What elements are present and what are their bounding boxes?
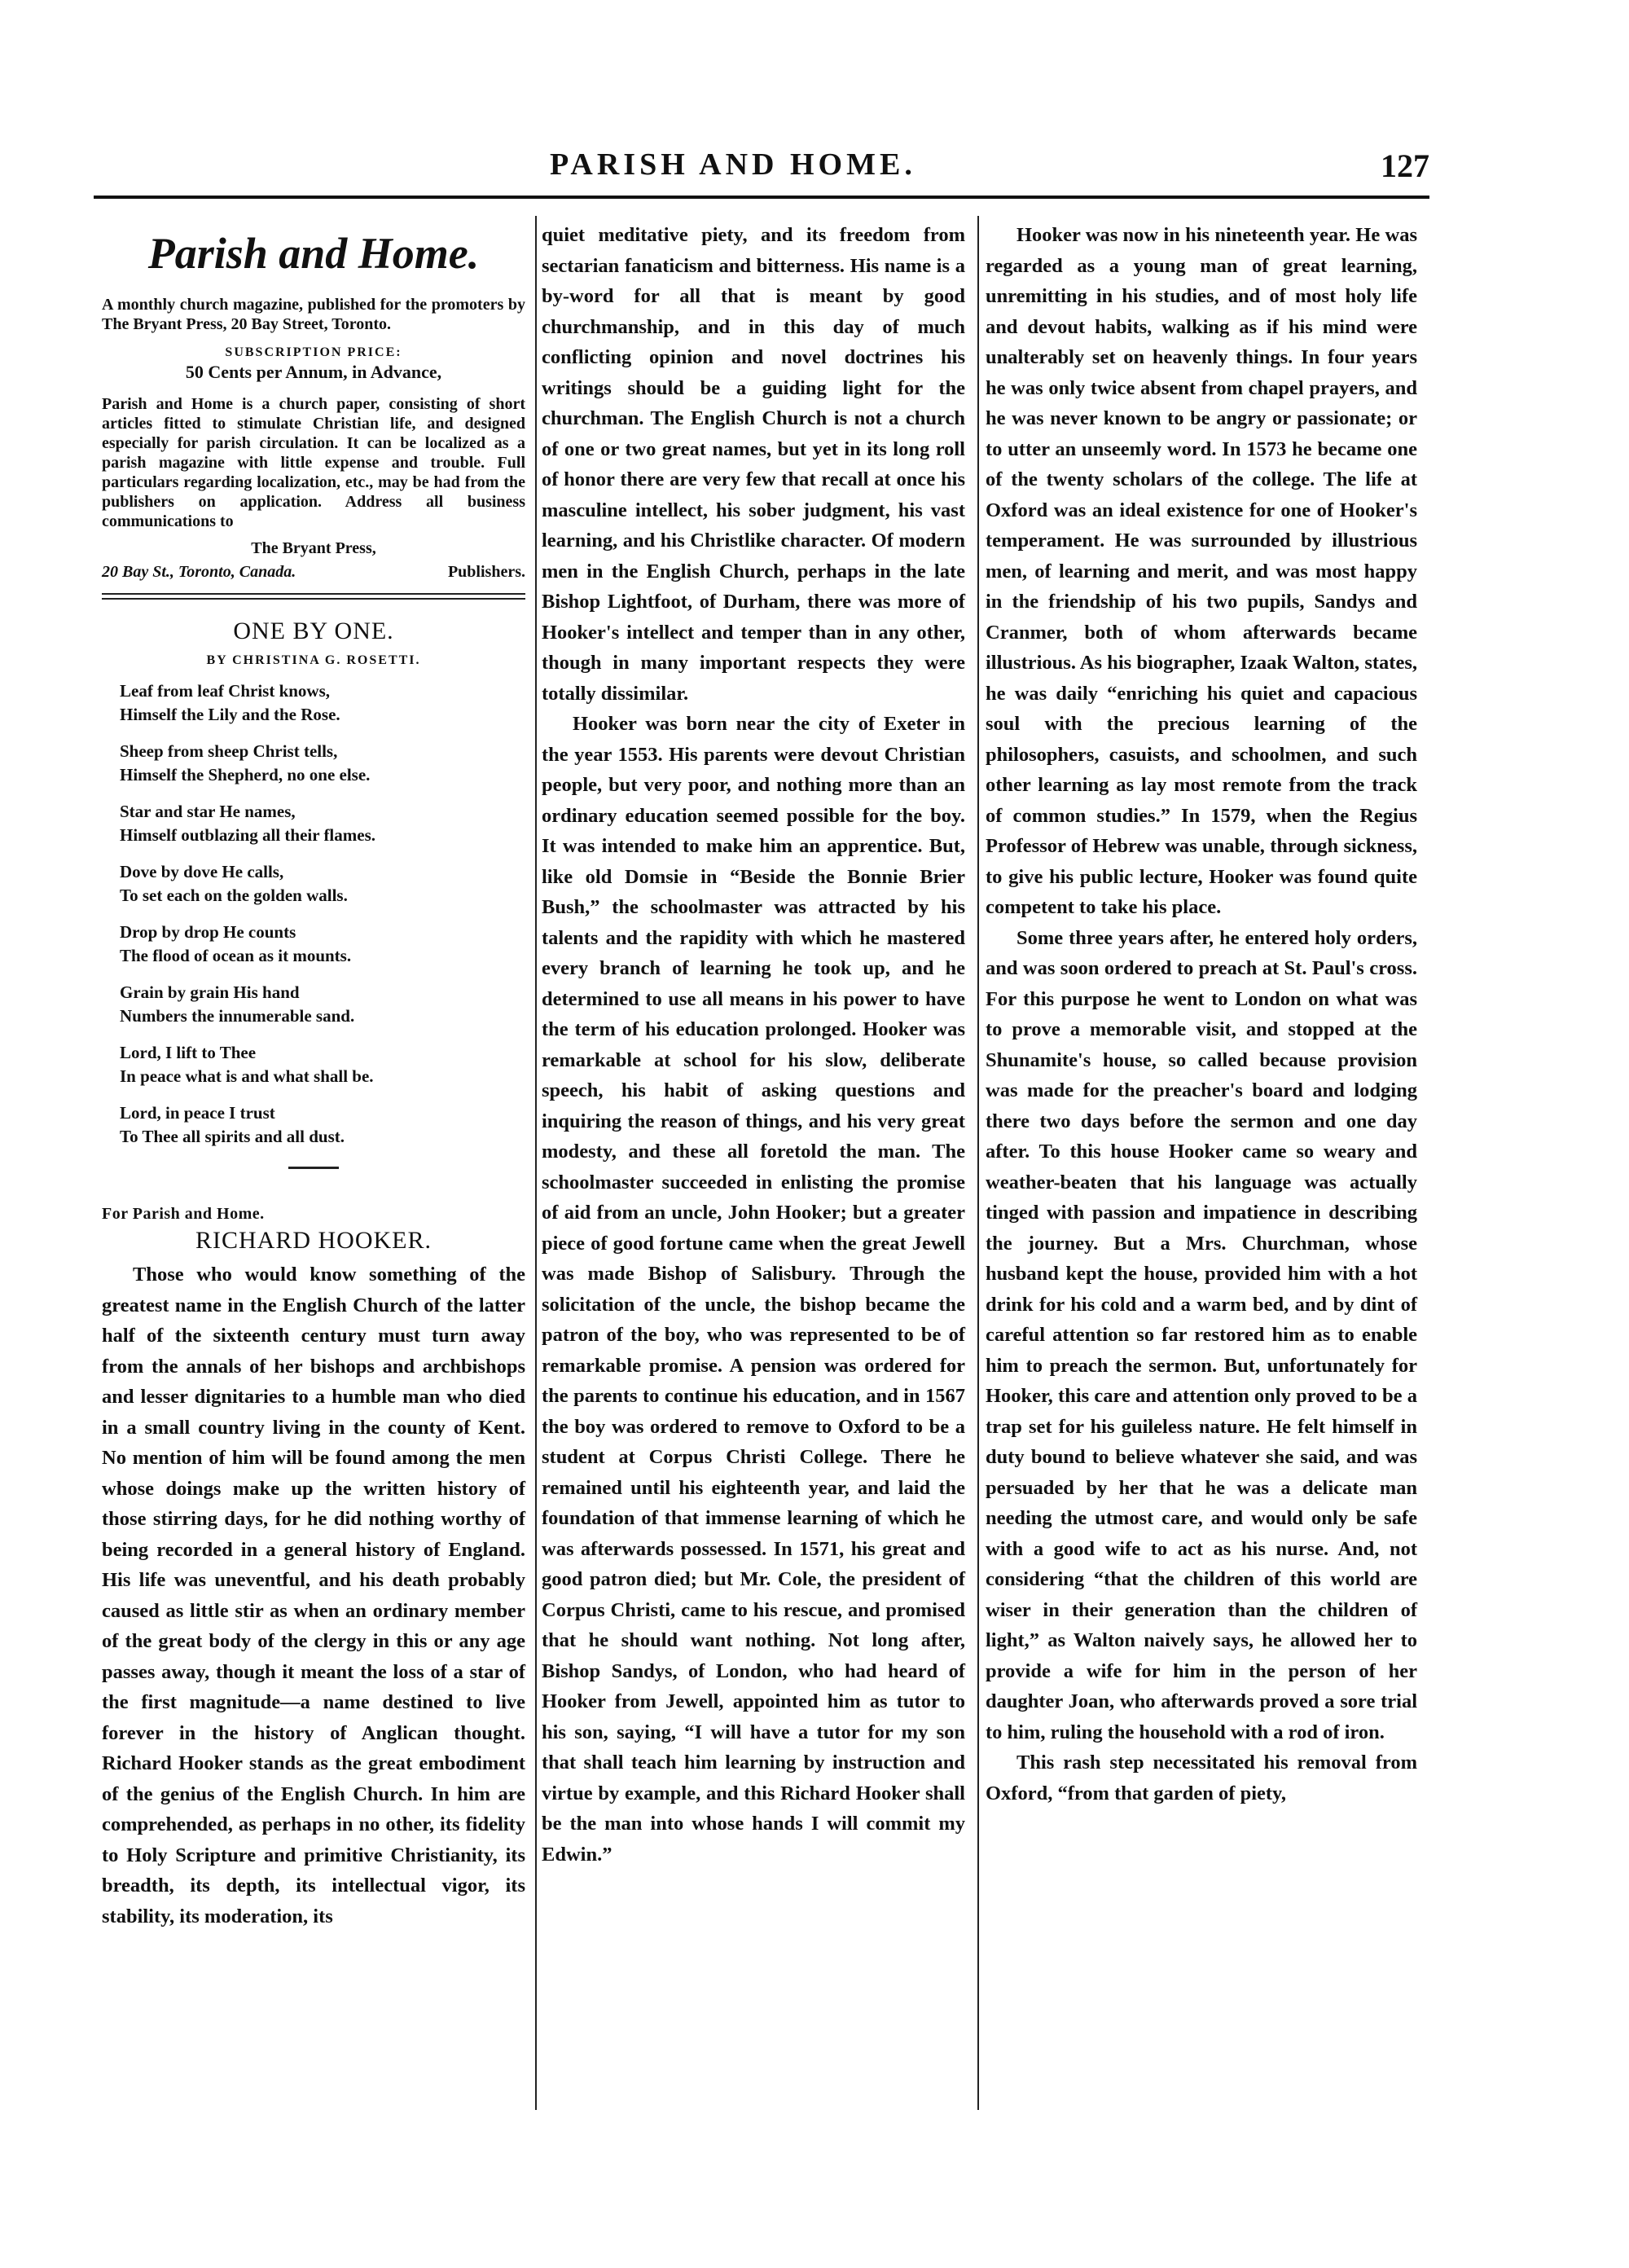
poem-line: Numbers the innumerable sand. xyxy=(120,1006,355,1026)
poem-stanza xyxy=(120,1101,525,1149)
running-title: PARISH AND HOME. xyxy=(550,147,916,182)
poem-line: Lord, in peace I trust xyxy=(120,1103,275,1123)
poem-line: Sheep from sheep Christ tells, xyxy=(120,741,338,761)
poem-body xyxy=(102,679,525,1149)
page-number: 127 xyxy=(1381,147,1429,184)
article-for-line: For Parish and Home. xyxy=(102,1205,265,1223)
poem-line: Himself the Lily and the Rose. xyxy=(120,705,340,724)
article-paragraph: Some three years after, he entered holy orders, and was soon ordered to preach at St. Paul's cross. For this purpose he went to London on what was to prove a memorable visit, and stopped at the Shunamite's house, so called because provision was made for the preacher's board and lodging there two days before the sermon and one day after. To this house Hooker came so weary and weather-beaten that his language was actually tinged with passion and impatience in describing the journey. But a Mrs. Churchman, whose husband kept the house, provided him with a hot drink for his cold and a warm bed, and by dint of careful attention so far restored him as to enable him to preach the sermon. But, unfortunately for Hooker, this care and attention only proved to be a trap set for his guileless nature. He felt himself in duty bound to believe whatever she said, and was persuaded by her that he was a delicate man needing the utmost care, and would only be safe with a good wife to act as his nurse. And, not considering “that the children of this world are wiser in their generation than the children of light,” as Walton naively says, he allowed her to provide a wife for him in the person of her daughter Joan, who afterwards proved a sore trial to him, ruling the household with a rod of iron. xyxy=(986,926,1417,1743)
article-paragraph: Those who would know something of the greatest name in the English Church of the latter half of the sixteenth century must turn away from the annals of her bishops and archbishops and lesser dignitaries to a humble man who died in a small country living in the county of Kent. No mention of him will be found among the men whose doings make up the written history of those stirring days, for he did nothing worthy of being recorded in a general history of England. His life was uneventful, and his death probably caused as little stir as when an ordinary member of the great body of the clergy in this or any age passes away, though it meant the loss of a star of the first magnitude—a name destined to live forever in the history of Anglican thought. Richard Hooker stands as the great embodiment of the genius of the English Church. In him are comprehended, as perhaps in no other, its fidelity to Holy Scripture and primitive Christianity, its breadth, its depth, its intellectual vigor, its stability, its moderation, its xyxy=(102,1264,525,1927)
poem-line: Himself outblazing all their flames. xyxy=(120,825,376,845)
column-divider xyxy=(977,216,979,2110)
publisher-address-row xyxy=(102,563,525,582)
masthead-description: A monthly church magazine, published for the promoters by The Bryant Press, 20 Bay Street, Toronto. xyxy=(102,296,525,333)
masthead-title: Parish and Home. xyxy=(147,229,480,278)
poem-stanza xyxy=(120,740,525,787)
poem-line: Lord, I lift to Thee xyxy=(120,1043,257,1062)
subscription-label: SUBSCRIPTION PRICE: xyxy=(225,345,402,359)
poem-byline: BY CHRISTINA G. ROSETTI. xyxy=(206,653,421,667)
poem-line: To Thee all spirits and all dust. xyxy=(120,1127,345,1146)
publisher-name: The Bryant Press, xyxy=(251,539,376,557)
page-header xyxy=(94,147,1429,187)
article-paragraph: Hooker was born near the city of Exeter in the year 1553. His parents were devout Christian people, but very poor, and nothing more than an ordinary education seemed possible for the boy. It was intended to make him an apprentice. But, like old Domsie in “Beside the Bonnie Brier Bush,” the schoolmaster was attracted by his talents and the rapidity with which he mastered every branch of learning he took up, and he determined to use all means in his power to have the term of his education prolonged. Hooker was remarkable at school for his slow, deliberate speech, his habit of asking questions and inquiring the reason of things, and his very great modesty, and these all foretold the man. The schoolmaster succeeded in enlisting the promise of aid from an uncle, John Hooker; but a greater piece of good fortune came when the great Jewell was made Bishop of Salisbury. Through the solicitation of the uncle, the bishop became the patron of the boy, who was represented to be of remarkable promise. A pension was ordered for the parents to continue his education, and in 1567 the boy was ordered to remove to Oxford to be a student at Corpus Christi College. There he remained until his eighteenth year, and laid the foundation of that immense learning of which he was afterwards possessed. In 1571, his great and good patron died; but Mr. Cole, the president of Corpus Christi, came to his rescue, and promised that he should want nothing. Not long after, Bishop Sandys, of London, who had heard of Hooker from Jewell, appointed him as tutor to his son, saying, “I will have a tutor for my son that shall teach him learning by instruction and virtue by example, and this Richard Hooker shall be the man into whose hands I will commit my Edwin.” xyxy=(542,713,965,1866)
poem-stanza xyxy=(120,679,525,727)
poem-line: Dove by dove He calls, xyxy=(120,862,284,881)
poem-stanza xyxy=(120,921,525,968)
subscription-price: 50 Cents per Annum, in Advance, xyxy=(185,362,442,382)
poem-line: Himself the Shepherd, no one else. xyxy=(120,765,371,785)
section-rule xyxy=(288,1167,339,1169)
poem-line: Leaf from leaf Christ knows, xyxy=(120,681,331,701)
publisher-address: 20 Bay St., Toronto, Canada. xyxy=(102,563,296,581)
column-1 xyxy=(102,220,525,1932)
poem-line: Drop by drop He counts xyxy=(120,922,296,942)
poem-line: The flood of ocean as it mounts. xyxy=(120,946,352,965)
poem-stanza xyxy=(120,981,525,1028)
column-2 xyxy=(542,220,965,1870)
poem-line: Grain by grain His hand xyxy=(120,982,300,1002)
poem-stanza xyxy=(120,860,525,908)
poem-line: To set each on the golden walls. xyxy=(120,886,348,905)
poem-title: ONE BY ONE. xyxy=(233,618,394,644)
poem-stanza xyxy=(120,1041,525,1088)
section-rule xyxy=(102,593,525,600)
publishers-label: Publishers. xyxy=(447,563,525,581)
article-paragraph: Hooker was now in his nineteenth year. He was regarded as a young man of great learning, unremitting in his studies, and of most holy life and devout habits, walking as if his mind were unalterably set on heavenly things. In four years he was only twice absent from chapel prayers, and he was never known to be angry or passionate; or to utter an unseemly word. In 1573 he became one of the twenty scholars of the college. The life at Oxford was an ideal existence for one of Hooker's temperament. He was surrounded by illustrious men, of learning and merit, and was most happy in the friendship of his two pupils, Sandys and Cranmer, both of whom afterwards became illustrious. As his biographer, Izaak Walton, states, he was daily “enriching his quiet and capacious soul with the precious learning of the philosophers, casuists, and schoolmen, and such other learning as lay most remote from the track of common studies.” In 1579, when the Regius Professor of Hebrew was unable, through sickness, to give his public lecture, Hooker was found quite competent to take his place. xyxy=(986,224,1417,918)
header-rule xyxy=(94,196,1429,199)
poem-line: In peace what is and what shall be. xyxy=(120,1066,374,1086)
article-paragraph: This rash step necessitated his removal from Oxford, “from that garden of piety, xyxy=(986,1752,1417,1804)
column-3 xyxy=(986,220,1417,1809)
masthead-about: Parish and Home is a church paper, consisting of short articles fitted to stimulate Christian life, and designed especially for parish circulation. It can be localized as a parish magazine with little expense and trouble. Full particulars regarding localization, etc., may be had from the publishers on application. Address all business communications to xyxy=(102,395,525,530)
article-paragraph: quiet meditative piety, and its freedom from sectarian fanaticism and bitterness. His name is a by-word for all that is meant by good churchmanship, and in this day of much conflicting opinion and novel doctrines his writings should be a guiding light for the churchman. The English Church is not a church of one or two great names, but yet in its long roll of honor there are very few that recall at once his masculine intellect, his sober judgment, his vast learning, and his Christlike character. Of modern men in the English Church, perhaps in the late Bishop Lightfoot, of Durham, there was more of Hooker's intellect and temper than in any other, though in many important respects they were totally dissimilar. xyxy=(542,224,965,705)
article-title: RICHARD HOOKER. xyxy=(195,1227,432,1254)
poem-stanza xyxy=(120,800,525,847)
poem-line: Star and star He names, xyxy=(120,802,296,821)
column-divider xyxy=(535,216,537,2110)
